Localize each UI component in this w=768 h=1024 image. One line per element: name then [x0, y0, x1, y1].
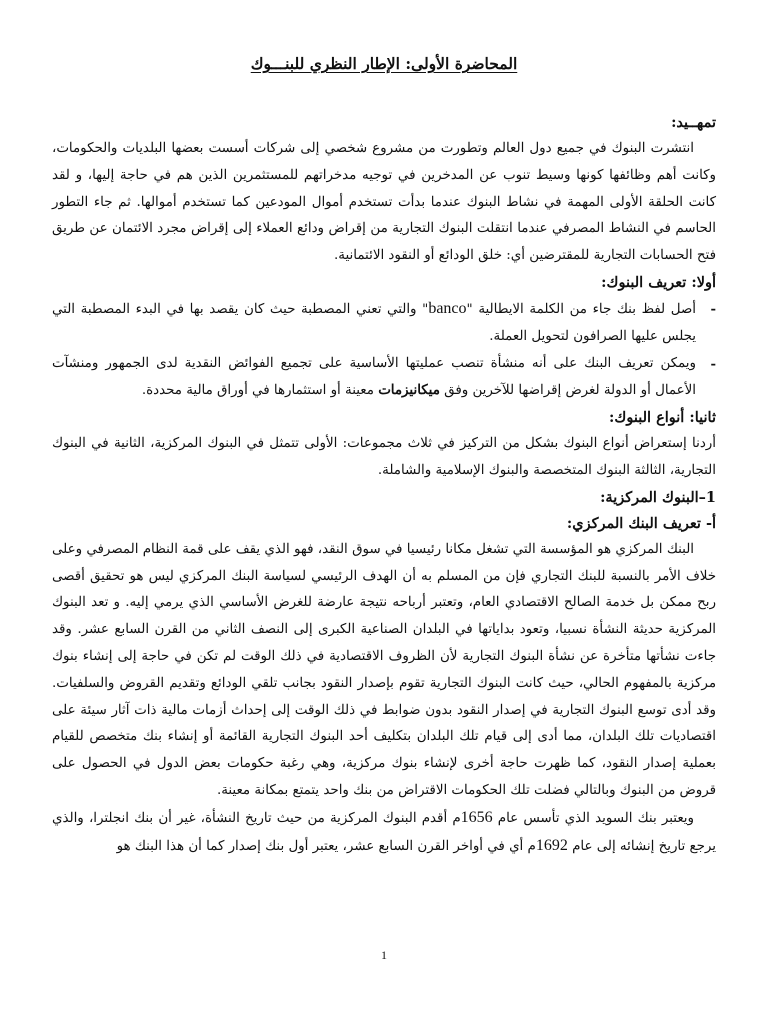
para2-text-a: ويعتبر بنك السويد الذي تأسس عام	[492, 810, 694, 826]
central-bank-paragraph-1: البنك المركزي هو المؤسسة التي تشغل مكانا رئيسيا في سوق النقد، فهو الذي يقف على قمة النظام المصرفي وعلى خلاف الأمر بالنسبة للبنك التجاري فإن من المسلم به أن الهدف الرئيسي لسياسة البنك المركزي ليس هو تحقيق أقصى ربح ممكن بل خدمة الصالح الاقتصادي العام، وتعتبر أرباحه نتيجة عارضة للغرض الأساسي الذي يرمي إليه. و تعد البنوك المركزية حديثة النشأة نسبيا، وتعود بداياتها في البلدان الصناعية الكبرى إلى النصف الثاني من القرن السابع عشر. وقد جاءت نشأتها متأخرة عن نشأة البنوك التجارية لأن الظروف الاقتصادية في ذلك الوقت لم تكن في حاجة إلى إنشاء بنوك مركزية بالمفهوم الحالي، حيث كانت البنوك التجارية تقوم بإصدار النقود بجانب تلقي الودائع وتقديم القروض والسلفيات. وقد أدى توسع البنوك التجارية في إصدار النقود بدون ضوابط في ذلك الوقت إلى إحداث أزمات مالية ذات آثار سيئة على اقتصاديات تلك البلدان، مما أدى إلى قيام تلك البلدان بتكليف أحد البنوك التجارية القائمة أو إنشاء بنك متخصص للقيام بعملية إصدار النقود، كما ظهرت حاجة أخرى لإنشاء بنوك مركزية، وهي رغبة حكومات بعض الدول في الحصول على قروض من البنوك وبالتالي فضلت تلك الحكومات الاقتراض من بنك واحد يتمتع بمكانة معينة.	[52, 541, 716, 798]
section1-heading: أولا: تعريف البنوك:	[601, 273, 716, 291]
central-bank-paragraph-2	[52, 805, 716, 861]
page-title: المحاضرة الأولى: الإطار النظري للبنـــوك	[250, 54, 518, 73]
bullet2-text-a: ويمكن تعريف البنك على أنه منشأة تنصب عمليتها الأساسية على تجميع الفوائض النقدية لدى الجمهور ومنشآت الأعمال أو الدولة لغرض إقراضها للآخرين وفق	[52, 355, 696, 399]
definition-list	[52, 296, 716, 405]
bullet1-latin-word: banco	[428, 299, 467, 317]
page-number: 1	[381, 948, 387, 962]
intro-heading: تمهــيد:	[671, 114, 716, 131]
definition-item-origin	[52, 296, 716, 351]
bullet1-text-a: أصل لفظ بنك جاء من الكلمة الايطالية "	[466, 301, 696, 317]
bullet-dash-icon: -	[710, 355, 716, 372]
para2-text-b: م أقدم البنوك المركزية من حيث تاريخ النشأة، غير أن بنك انجلترا، والذي يرجع تاريخ إنشائه إلى عام	[52, 810, 716, 854]
definition-item-bank	[52, 351, 716, 406]
section2-heading: ثانيا: أنواع البنوك:	[609, 409, 716, 427]
central-banks-heading: 1–البنوك المركزية:	[600, 488, 716, 506]
year-1692: 1692	[535, 836, 568, 854]
bullet2-bold-word: ميكانيزمات	[378, 382, 440, 399]
year-1656: 1656	[460, 808, 493, 826]
section2-paragraph: أردنا إستعراض أنواع البنوك بشكل من التركيز في ثلاث مجموعات: الأولى تتمثل في البنوك المركزية، الثانية في البنوك التجارية، الثالثة البنوك المتخصصة والبنوك الإسلامية والشاملة.	[52, 436, 716, 478]
intro-paragraph: انتشرت البنوك في جميع دول العالم وتطورت من مشروع شخصي إلى شركات أسست بعضها البلديات والحكومات، وكانت أهم وظائفها كونها وسيط تنوب عن المدخرين في توجيه مدخراتهم للمستثمرين الذين هم في حاجة إليها، و لقد كانت الحلقة الأولى المهمة في نشاط البنوك عندما بدأت تستخدم أموال المودعين كما تستخدم أموالها. ثم جاء التطور الحاسم في النشاط المصرفي عندما انتقلت البنوك التجارية من إقراض ودائع العملاء إلى إقراض مجرد الائتمان عن طريق فتح الحسابات التجارية للمقترضين أي: خلق الودائع أو النقود الائتمانية.	[52, 141, 716, 264]
bullet1-text-b: " والتي تعني المصطبة حيث كان يقصد بها في البدء المصطبة التي يجلس عليها الصرافون لتحويل العملة.	[52, 301, 696, 344]
bullet2-text-b: معينة أو استثمارها في أوراق مالية محددة.	[141, 383, 379, 399]
central-bank-definition-heading: أ- تعريف البنك المركزي:	[566, 514, 716, 532]
bullet-dash-icon: -	[710, 300, 716, 317]
para2-text-c: م أي في أواخر القرن السابع عشر، يعتبر أول بنك إصدار كما أن هذا البنك هو	[116, 838, 536, 854]
